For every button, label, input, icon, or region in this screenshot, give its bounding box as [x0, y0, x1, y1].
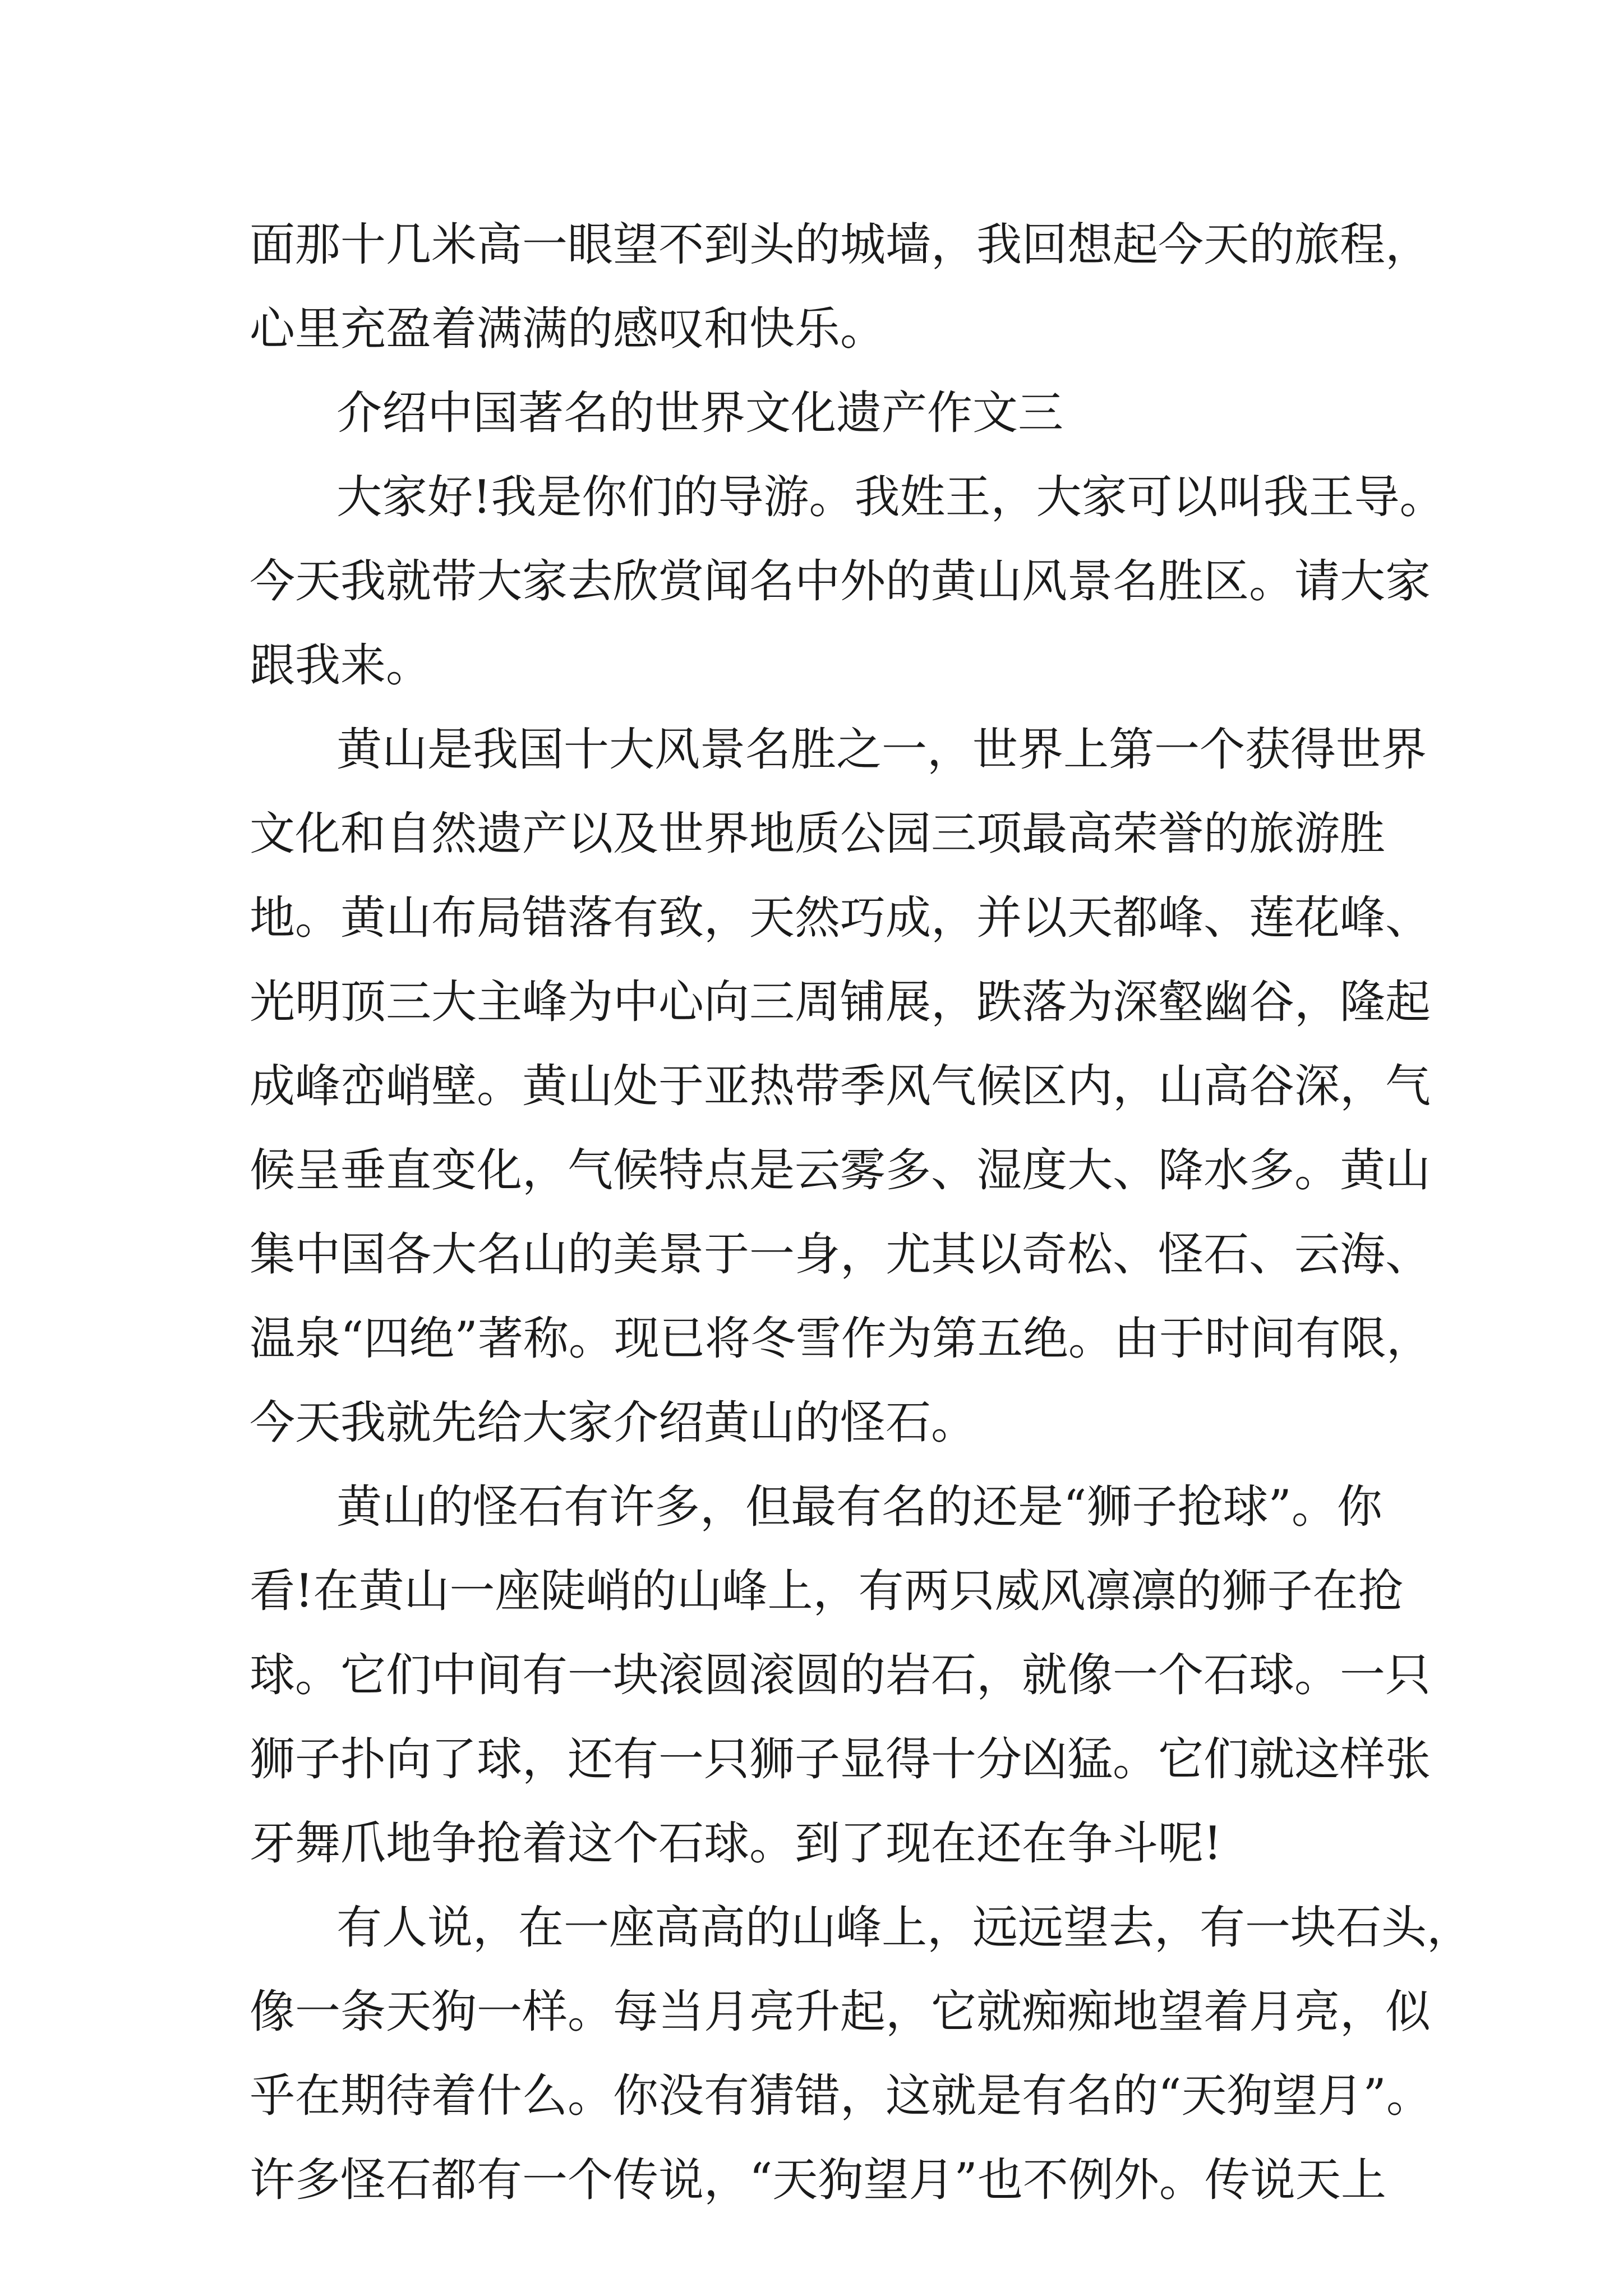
- text-line-4: 大家好!我是你们的导游。我姓王，大家可以叫我王导。: [336, 471, 1445, 524]
- text-line-1: 面那十几米高一眼望不到头的城墙，我回想起今天的旅程，: [250, 219, 1431, 272]
- text-line-8: 文化和自然遗产以及世界地质公园三项最高荣誉的旅游胜: [250, 808, 1386, 861]
- text-line-5: 今天我就带大家去欣赏闻名中外的黄山风景名胜区。请大家: [250, 555, 1431, 608]
- text-line-14: 温泉“四绝”著称。现已将冬雪作为第五绝。由于时间有限，: [250, 1313, 1432, 1365]
- text-line-12: 候呈垂直变化，气候特点是云雾多、湿度大、降水多。黄山: [250, 1144, 1431, 1197]
- text-line-6: 跟我来。: [250, 639, 432, 692]
- text-line-16: 黄山的怪石有许多，但最有名的还是“狮子抢球”。你: [336, 1481, 1382, 1534]
- text-line-21: 有人说，在一座高高的山峰上，远远望去，有一块石头，: [336, 1902, 1473, 1954]
- text-line-7: 黄山是我国十大风景名胜之一，世界上第一个获得世界: [336, 724, 1427, 776]
- text-line-2: 心里充盈着满满的感叹和快乐。: [250, 303, 886, 356]
- text-line-11: 成峰峦峭壁。黄山处于亚热带季风气候区内，山高谷深，气: [250, 1060, 1431, 1113]
- text-line-13: 集中国各大名山的美景于一身，尤其以奇松、怪石、云海、: [250, 1228, 1431, 1281]
- text-line-9: 地。黄山布局错落有致，天然巧成，并以天都峰、莲花峰、: [250, 892, 1431, 945]
- section-heading: 介绍中国著名的世界文化遗产作文三: [336, 387, 1064, 440]
- text-line-17: 看!在黄山一座陡峭的山峰上，有两只威风凛凛的狮子在抢: [250, 1565, 1404, 1618]
- text-line-22: 像一条天狗一样。每当月亮升起，它就痴痴地望着月亮，似: [250, 1986, 1431, 2039]
- text-line-20: 牙舞爪地争抢着这个石球。到了现在还在争斗呢!: [250, 1818, 1222, 1870]
- text-line-24: 许多怪石都有一个传说，“天狗望月”也不例外。传说天上: [250, 2154, 1386, 2207]
- text-line-18: 球。它们中间有一块滚圆滚圆的岩石，就像一个石球。一只: [250, 1649, 1431, 1702]
- text-line-10: 光明顶三大主峰为中心向三周铺展，跌落为深壑幽谷，隆起: [250, 976, 1431, 1029]
- text-line-15: 今天我就先给大家介绍黄山的怪石。: [250, 1397, 977, 1450]
- text-line-19: 狮子扑向了球，还有一只狮子显得十分凶猛。它们就这样张: [250, 1733, 1431, 1786]
- text-line-23: 乎在期待着什么。你没有猜错，这就是有名的“天狗望月”。: [250, 2070, 1432, 2123]
